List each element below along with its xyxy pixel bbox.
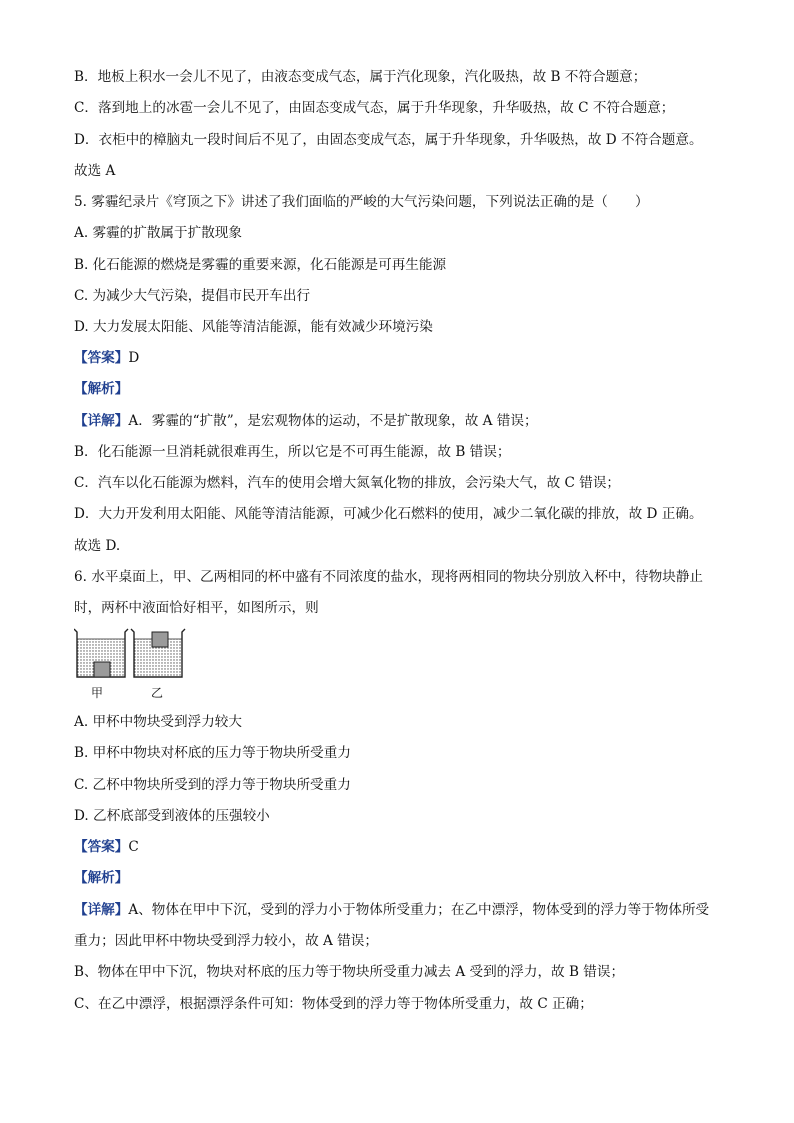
question-5-detail-line: 故选 D.	[74, 538, 121, 554]
beaker-yi	[131, 629, 185, 677]
question-6-option-d: D. 乙杯底部受到液体的压强较小	[74, 808, 270, 824]
question-5-detail-line: D．大力开发利用太阳能、风能等清洁能源，可减少化石燃料的使用，减少二氧化碳的排放，故 D 正确。	[74, 506, 703, 522]
question-5-detail-line: B．化石能源一旦消耗就很难再生，所以它是不可再生能源，故 B 错误；	[74, 444, 511, 460]
question-6-option-a: A. 甲杯中物块受到浮力较大	[74, 714, 242, 730]
analysis-tag: 【解析】	[74, 870, 129, 886]
text-line: 故选 A	[74, 163, 116, 179]
answer-value: D	[128, 350, 140, 366]
answer-tag: 【答案】	[74, 839, 129, 855]
question-5-option-c: C. 为减少大气污染，提倡市民开车出行	[74, 288, 311, 304]
detail-text: A、物体在甲中下沉，受到的浮力小于物体所受重力；在乙中漂浮，物体受到的浮力等于物体所受	[128, 902, 710, 918]
question-5-analysis-tag	[74, 380, 128, 398]
detail-tag: 【详解】	[74, 413, 129, 429]
question-5-option-d: D. 大力发展太阳能、风能等清洁能源，能有效减少环境污染	[74, 319, 433, 335]
question-5-option-a: A. 雾霾的扩散属于扩散现象	[74, 225, 242, 241]
question-6-analysis-tag	[74, 869, 128, 887]
question-5-stem: 5. 雾霾纪录片《穹顶之下》讲述了我们面临的严峻的大气污染问题，下列说法正确的是（ ）	[74, 194, 649, 210]
beaker-jia	[74, 629, 128, 677]
question-6-detail-line: 重力；因此甲杯中物块受到浮力较小，故 A 错误；	[74, 933, 378, 949]
question-5-detail-line: C．汽车以化石能源为燃料，汽车的使用会增大氮氧化物的排放，会污染大气，故 C 错误；	[74, 475, 621, 491]
analysis-tag: 【解析】	[74, 381, 129, 397]
question-6-stem: 6. 水平桌面上，甲、乙两相同的杯中盛有不同浓度的盐水，现将两相同的物块分别放入杯中，待物块静止	[74, 569, 704, 585]
question-6-option-c: C. 乙杯中物块所受到的浮力等于物块所受重力	[74, 777, 351, 793]
question-5-detail-line	[74, 412, 538, 430]
answer-tag: 【答案】	[74, 350, 129, 366]
question-6-stem: 时，两杯中液面恰好相平，如图所示，则	[74, 600, 319, 616]
beakers-figure	[74, 626, 194, 700]
beakers-diagram	[74, 626, 194, 688]
text-line: D．衣柜中的樟脑丸一段时间后不见了，由固态变成气态，属于升华现象，升华吸热，故 D 不符合题意。	[74, 132, 703, 148]
answer-value: C	[128, 839, 139, 855]
figure-label-yi: 乙	[151, 686, 164, 700]
question-5-option-b: B. 化石能源的燃烧是雾霾的重要来源，化石能源是可再生能源	[74, 257, 447, 273]
question-6-option-b: B. 甲杯中物块对杯底的压力等于物块所受重力	[74, 745, 351, 761]
text-line: B．地板上积水一会儿不见了，由液态变成气态，属于汽化现象，汽化吸热，故 B 不符合题意；	[74, 69, 647, 85]
text-line: C．落到地上的冰雹一会儿不见了，由固态变成气态，属于升华现象，升华吸热，故 C 不符合题意；	[74, 100, 675, 116]
question-6-detail-line: C、在乙中漂浮，根据漂浮条件可知：物体受到的浮力等于物体所受重力，故 C 正确；	[74, 996, 593, 1012]
question-6-detail-line: B、物体在甲中下沉，物块对杯底的压力等于物块所受重力减去 A 受到的浮力，故 B 错误；	[74, 964, 625, 980]
figure-label-jia: 甲	[91, 686, 104, 700]
detail-tag: 【详解】	[74, 902, 129, 918]
detail-text: A．雾霾的“扩散”，是宏观物体的运动，不是扩散现象，故 A 错误；	[128, 413, 538, 429]
question-6-answer	[74, 838, 139, 856]
question-5-answer	[74, 349, 139, 367]
question-6-detail-line	[74, 901, 709, 919]
